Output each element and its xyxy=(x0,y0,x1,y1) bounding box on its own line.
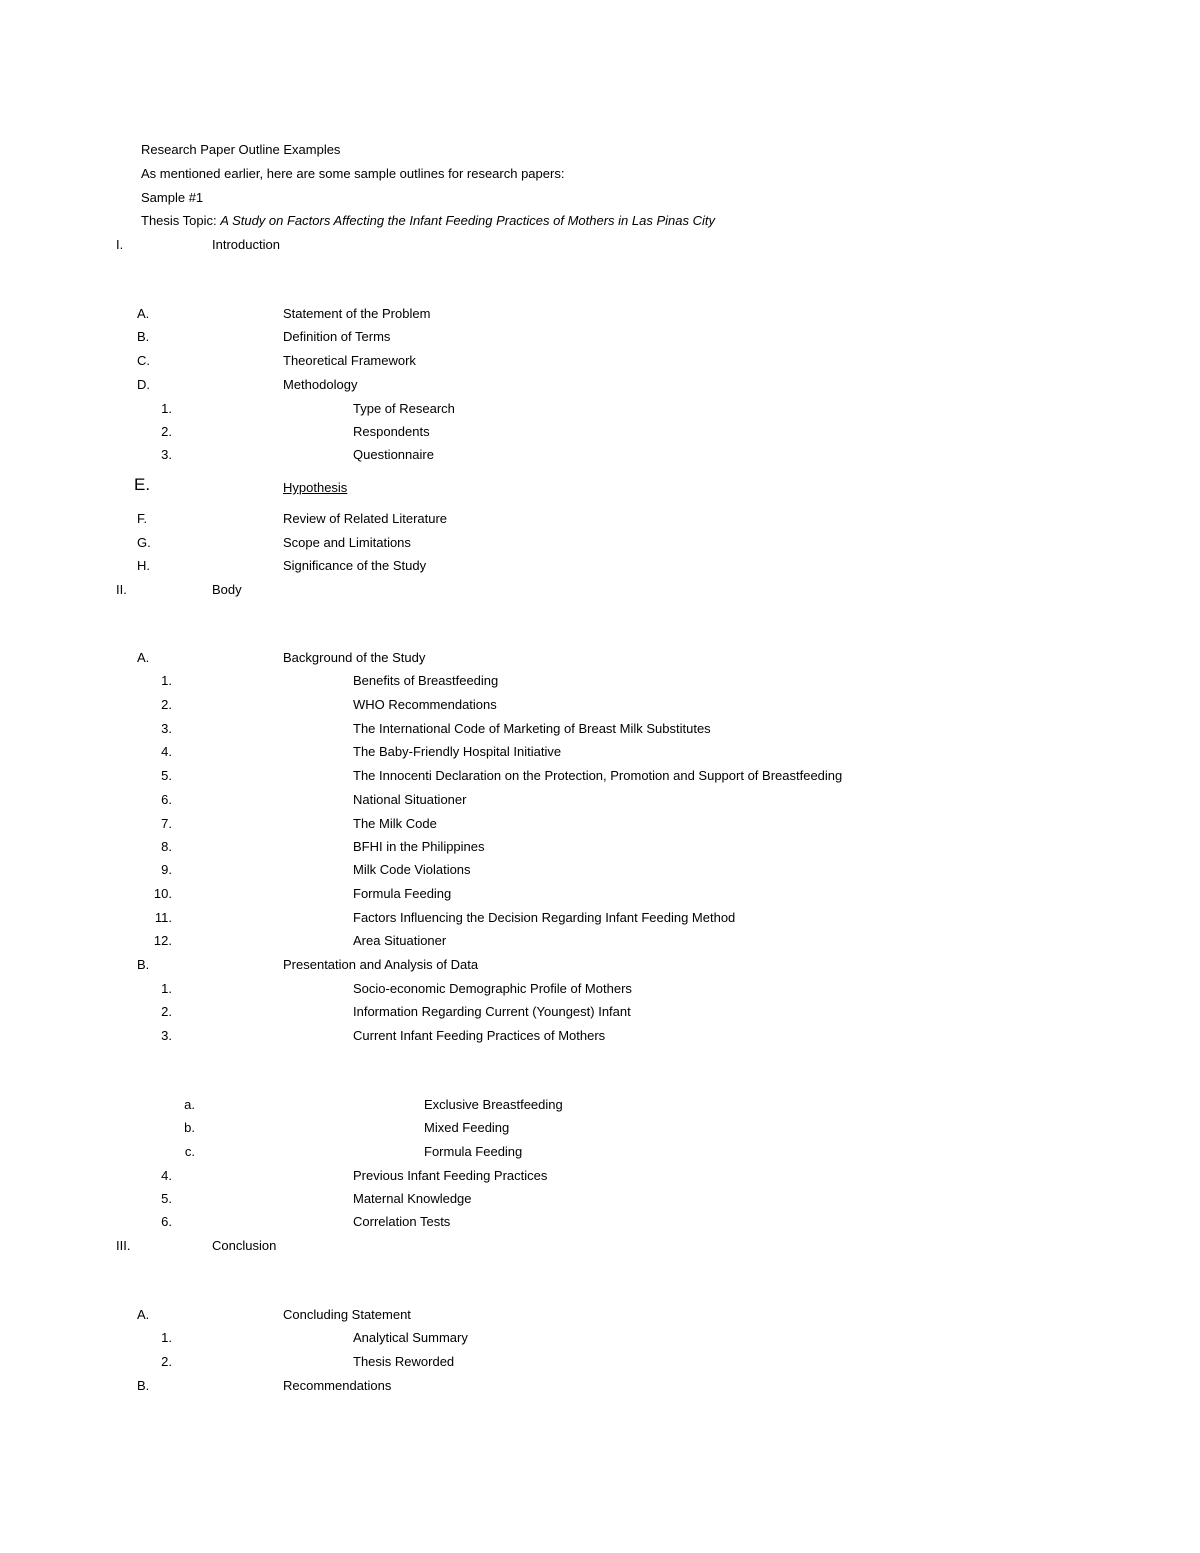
outline-marker: 6. xyxy=(161,1214,172,1229)
outline-marker: 3. xyxy=(161,447,172,462)
outline-item-text: Area Situationer xyxy=(353,933,447,948)
outline-item-text: Respondents xyxy=(353,424,430,439)
outline-marker: c. xyxy=(184,1144,195,1159)
outline-item-text: Information Regarding Current (Youngest) Infant xyxy=(353,1004,631,1019)
outline-item-text: Body xyxy=(212,582,242,597)
outline-item-text: Recommendations xyxy=(283,1378,392,1393)
outline-marker: 5. xyxy=(161,768,172,783)
outline-item-text: Methodology xyxy=(283,377,358,392)
outline-marker: 2. xyxy=(161,1004,172,1019)
outline-marker: H. xyxy=(137,558,150,573)
outline-item-text: Statement of the Problem xyxy=(283,306,431,321)
outline-marker: 8. xyxy=(161,839,172,854)
thesis-topic: A Study on Factors Affecting the Infant Feeding Practices of Mothers in Las Pinas City xyxy=(220,213,715,228)
outline-item-text: Thesis Reworded xyxy=(353,1354,455,1369)
outline-marker: 2. xyxy=(161,424,172,439)
outline-marker: B. xyxy=(137,957,150,972)
outline-marker: b. xyxy=(184,1120,195,1135)
outline-item-text: Maternal Knowledge xyxy=(353,1191,472,1206)
outline-item-text: The Baby-Friendly Hospital Initiative xyxy=(353,744,562,759)
document-title: Research Paper Outline Examples xyxy=(141,142,341,157)
outline-marker: A. xyxy=(137,306,150,321)
outline-marker: I. xyxy=(116,237,124,252)
outline-item-text: National Situationer xyxy=(353,792,467,807)
outline-marker: A. xyxy=(137,650,150,665)
outline-marker: 4. xyxy=(161,1168,172,1183)
outline-item-text: Type of Research xyxy=(353,401,455,416)
outline-item-text: Mixed Feeding xyxy=(424,1120,510,1135)
sample-label: Sample #1 xyxy=(141,190,204,205)
outline-item-text: Formula Feeding xyxy=(424,1144,523,1159)
outline-item-text: Benefits of Breastfeeding xyxy=(353,673,499,688)
outline-item-text: Presentation and Analysis of Data xyxy=(283,957,479,972)
outline-item-text: Significance of the Study xyxy=(283,558,427,573)
outline-item-text: Definition of Terms xyxy=(283,329,391,344)
outline-item-text: Scope and Limitations xyxy=(283,535,411,550)
outline-marker: 1. xyxy=(161,981,172,996)
outline-marker: 11. xyxy=(154,910,172,925)
outline-marker: 3. xyxy=(161,1028,172,1043)
outline-marker: B. xyxy=(137,329,150,344)
outline-marker: 5. xyxy=(161,1191,172,1206)
outline-item-text: Previous Infant Feeding Practices xyxy=(353,1168,548,1183)
outline-marker: E. xyxy=(134,475,151,494)
outline-item-text: Milk Code Violations xyxy=(353,862,471,877)
outline-item-text: Introduction xyxy=(212,237,280,252)
outline-marker: a. xyxy=(184,1097,195,1112)
outline-marker: 2. xyxy=(161,1354,172,1369)
thesis-label: Thesis Topic: xyxy=(141,213,217,228)
outline-item-text: Factors Influencing the Decision Regarding Infant Feeding Method xyxy=(353,910,736,925)
outline-marker: III. xyxy=(116,1238,131,1253)
outline-item-text: Socio-economic Demographic Profile of Mothers xyxy=(353,981,632,996)
outline-item-text: BFHI in the Philippines xyxy=(353,839,485,854)
outline-marker: 2. xyxy=(161,697,172,712)
outline-item-text: The International Code of Marketing of Breast Milk Substitutes xyxy=(353,721,711,736)
outline-item-text: Theoretical Framework xyxy=(283,353,416,368)
outline-item-text: WHO Recommendations xyxy=(353,697,497,712)
outline-marker: 6. xyxy=(161,792,172,807)
outline-item-text: Questionnaire xyxy=(353,447,434,462)
outline-marker: 1. xyxy=(161,673,172,688)
outline-marker: 1. xyxy=(161,1330,172,1345)
outline-item-text: The Innocenti Declaration on the Protection, Promotion and Support of Breastfeeding xyxy=(353,768,843,783)
intro-text: As mentioned earlier, here are some sample outlines for research papers: xyxy=(141,166,565,181)
outline-marker: 9. xyxy=(161,862,172,877)
outline-marker: G. xyxy=(137,535,151,550)
outline-item-text: Hypothesis xyxy=(283,480,348,495)
outline-marker: 10. xyxy=(153,886,172,901)
outline-item-text: Conclusion xyxy=(212,1238,277,1253)
outline-marker: C. xyxy=(137,353,150,368)
outline-item-text: Current Infant Feeding Practices of Mothers xyxy=(353,1028,606,1043)
outline-marker: 3. xyxy=(161,721,172,736)
outline-item-text: The Milk Code xyxy=(353,816,437,831)
outline-marker: 7. xyxy=(161,816,172,831)
outline-marker: B. xyxy=(137,1378,150,1393)
outline-marker: 1. xyxy=(161,401,172,416)
outline-marker: A. xyxy=(137,1307,150,1322)
outline-item-text: Exclusive Breastfeeding xyxy=(424,1097,563,1112)
outline-marker: D. xyxy=(137,377,150,392)
outline-item-text: Background of the Study xyxy=(283,650,426,665)
outline-marker: F. xyxy=(137,511,148,526)
outline-item-text: Formula Feeding xyxy=(353,886,452,901)
outline-item-text: Concluding Statement xyxy=(283,1307,411,1322)
outline-item-text: Correlation Tests xyxy=(353,1214,451,1229)
outline-marker: II. xyxy=(116,582,127,597)
outline-item-text: Review of Related Literature xyxy=(283,511,448,526)
outline-item-text: Analytical Summary xyxy=(353,1330,468,1345)
thesis-line xyxy=(141,213,715,229)
outline-marker: 12. xyxy=(153,933,172,948)
outline-marker: 4. xyxy=(161,744,172,759)
